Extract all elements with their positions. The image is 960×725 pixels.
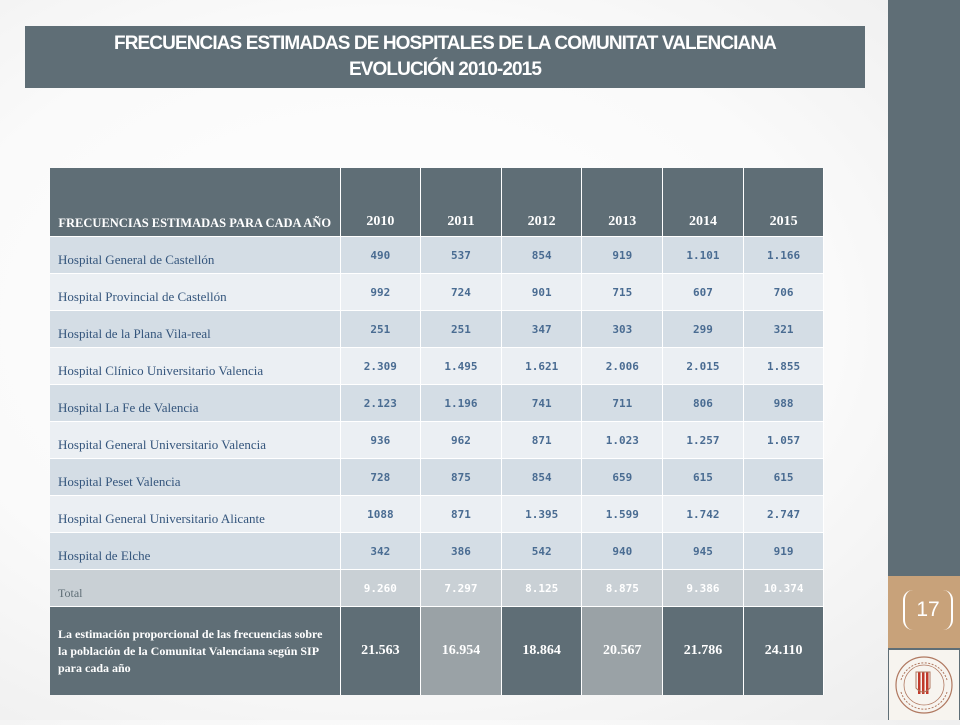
page-title: [25, 26, 865, 88]
frequency-value: 490: [340, 237, 421, 274]
hospital-name: Hospital Clínico Universitario Valencia: [50, 348, 340, 385]
frequency-value: 537: [421, 237, 502, 274]
hospital-name: Hospital de la Plana Vila-real: [50, 311, 340, 348]
frequency-value: 1088: [340, 496, 421, 533]
frequency-value: 2.006: [582, 348, 663, 385]
frequency-value: 806: [663, 385, 744, 422]
estimate-value: 21.563: [340, 607, 421, 696]
frequency-value: 386: [421, 533, 502, 570]
frequency-value: 854: [501, 459, 582, 496]
total-label: Total: [50, 570, 340, 607]
title-line-2: EVOLUCIÓN 2010-2015: [349, 59, 541, 80]
estimate-value: 20.567: [582, 607, 663, 696]
table-row: [50, 533, 824, 570]
table-row: [50, 496, 824, 533]
total-value: 8.125: [501, 570, 582, 607]
table-row: [50, 348, 824, 385]
frequency-value: 2.015: [663, 348, 744, 385]
frequency-value: 1.395: [501, 496, 582, 533]
generalitat-valenciana-emblem-icon: [889, 650, 959, 720]
estimate-value: 18.864: [501, 607, 582, 696]
frequency-value: 871: [501, 422, 582, 459]
frequency-value: 2.747: [743, 496, 824, 533]
frequency-value: 1.599: [582, 496, 663, 533]
frequency-value: 724: [421, 274, 502, 311]
frequency-value: 1.495: [421, 348, 502, 385]
table-row: [50, 459, 824, 496]
table-row: [50, 274, 824, 311]
year-header: 2014: [663, 168, 744, 237]
frequency-value: 1.023: [582, 422, 663, 459]
frequency-table: [50, 168, 824, 695]
estimate-row: [50, 607, 824, 696]
frequency-value: 251: [340, 311, 421, 348]
frequency-value: 542: [501, 533, 582, 570]
slide-number: 17: [903, 590, 953, 630]
estimate-value: 24.110: [743, 607, 824, 696]
header-label: FRECUENCIAS ESTIMADAS PARA CADA AÑO: [50, 168, 340, 237]
frequency-value: 1.196: [421, 385, 502, 422]
frequency-value: 741: [501, 385, 582, 422]
frequency-value: 1.621: [501, 348, 582, 385]
total-row: [50, 570, 824, 607]
frequency-value: 1.101: [663, 237, 744, 274]
table-row: [50, 311, 824, 348]
table-row: [50, 237, 824, 274]
frequency-value: 615: [663, 459, 744, 496]
frequency-value: 871: [421, 496, 502, 533]
frequency-value: 607: [663, 274, 744, 311]
frequency-value: 303: [582, 311, 663, 348]
frequency-value: 988: [743, 385, 824, 422]
total-value: 10.374: [743, 570, 824, 607]
frequency-value: 1.057: [743, 422, 824, 459]
frequency-value: 715: [582, 274, 663, 311]
hospital-name: Hospital General Universitario Alicante: [50, 496, 340, 533]
frequency-value: 1.855: [743, 348, 824, 385]
frequency-value: 251: [421, 311, 502, 348]
frequency-value: 342: [340, 533, 421, 570]
frequency-value: 615: [743, 459, 824, 496]
frequency-value: 711: [582, 385, 663, 422]
frequency-value: 992: [340, 274, 421, 311]
frequency-value: 940: [582, 533, 663, 570]
frequency-value: 706: [743, 274, 824, 311]
year-header: 2012: [501, 168, 582, 237]
frequency-value: 875: [421, 459, 502, 496]
year-header: 2015: [743, 168, 824, 237]
frequency-value: 962: [421, 422, 502, 459]
estimate-label: La estimación proporcional de las frecuencias sobre la población de la Comunitat Valenciana según SIP para cada año: [50, 607, 340, 696]
table-row: [50, 385, 824, 422]
frequency-value: 945: [663, 533, 744, 570]
estimate-value: 21.786: [663, 607, 744, 696]
table-row: [50, 422, 824, 459]
frequency-value: 2.123: [340, 385, 421, 422]
frequency-value: 901: [501, 274, 582, 311]
frequency-value: 919: [582, 237, 663, 274]
frequency-value: 1.742: [663, 496, 744, 533]
title-line-1: FRECUENCIAS ESTIMADAS DE HOSPITALES DE LA COMUNITAT VALENCIANA: [114, 33, 776, 54]
frequency-value: 919: [743, 533, 824, 570]
frequency-value: 299: [663, 311, 744, 348]
total-value: 7.297: [421, 570, 502, 607]
year-header: 2013: [582, 168, 663, 237]
frequency-value: 1.166: [743, 237, 824, 274]
estimate-value: 16.954: [421, 607, 502, 696]
frequency-value: 659: [582, 459, 663, 496]
frequency-value: 728: [340, 459, 421, 496]
hospital-name: Hospital Peset Valencia: [50, 459, 340, 496]
hospital-name: Hospital de Elche: [50, 533, 340, 570]
frequency-value: 936: [340, 422, 421, 459]
frequency-value: 2.309: [340, 348, 421, 385]
hospital-name: Hospital Provincial de Castellón: [50, 274, 340, 311]
frequency-value: 321: [743, 311, 824, 348]
hospital-name: Hospital General Universitario Valencia: [50, 422, 340, 459]
hospital-name: Hospital La Fe de Valencia: [50, 385, 340, 422]
frequency-value: 1.257: [663, 422, 744, 459]
total-value: 9.260: [340, 570, 421, 607]
total-value: 9.386: [663, 570, 744, 607]
hospital-name: Hospital General de Castellón: [50, 237, 340, 274]
year-header: 2010: [340, 168, 421, 237]
frequency-value: 854: [501, 237, 582, 274]
frequency-value: 347: [501, 311, 582, 348]
total-value: 8.875: [582, 570, 663, 607]
year-header: 2011: [421, 168, 502, 237]
table-header-row: [50, 168, 824, 237]
